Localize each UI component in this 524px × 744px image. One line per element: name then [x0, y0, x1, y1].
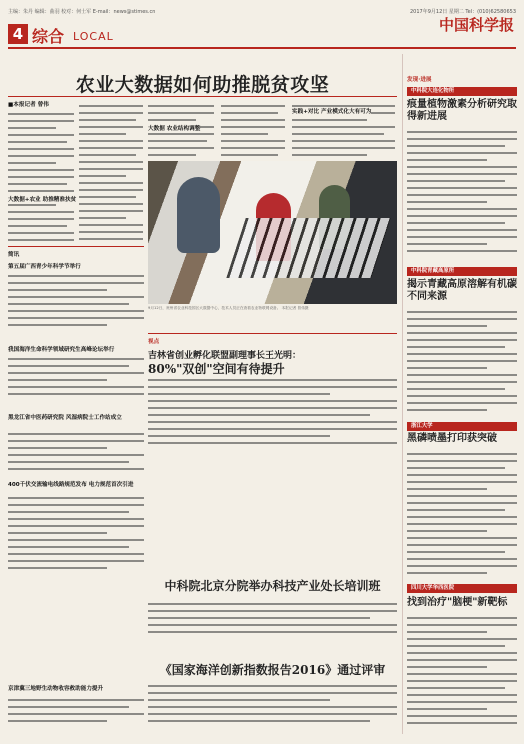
right-text-3	[407, 448, 517, 580]
brief-item-title-1: 第五届广西青少年科学节举行	[8, 264, 81, 270]
right-bar-2: 中科院青藏高原所	[407, 267, 517, 276]
brief-text-1	[8, 270, 144, 330]
right-bar-1: 中科院大连化物所	[407, 87, 517, 96]
section-english: LOCAL	[73, 30, 114, 43]
section-title: 综合	[32, 27, 65, 46]
focus-top-rule	[148, 333, 397, 334]
right-bar-4: 四川大学华西医院	[407, 584, 517, 593]
bottom-headline: 《国家海洋创新指数报告2016》通过评审	[159, 663, 386, 677]
top-meta-right: 2017年9月12日 星期二 Tel：(010)62580653	[409, 9, 516, 15]
subhead-1: 大数据+农业 助推精准扶贫	[8, 197, 77, 203]
middle-headline: 中科院北京分院举办科技产业处长培训班	[164, 579, 381, 593]
right-story-title-2: 揭示青藏高原溶解有机碳不同来源	[407, 279, 517, 302]
brief-label: 简讯	[8, 252, 20, 258]
right-bar-3: 浙江大学	[407, 422, 517, 431]
subhead-3: 实践+对比 产业模式化大有可为	[292, 109, 372, 115]
brief-item-title-4: 400千伏交流输电线路规范发布 电力规范首次引进	[8, 482, 134, 488]
caption-credit: 本报记者 曾伟摄	[281, 306, 309, 310]
headline-divider	[8, 96, 397, 97]
article-column-4	[221, 100, 285, 160]
lead-photo	[148, 161, 397, 304]
photo-caption	[148, 306, 397, 311]
right-text-1	[407, 126, 517, 252]
right-story-title-4: 找到治疗"脑梗"新靶标	[407, 597, 508, 608]
brief-item-title-2: 我国海洋生命科学领域研究生高峰论坛举行	[8, 347, 115, 353]
brief-text-2	[8, 353, 144, 401]
subhead-2: 大数据 农业结构调整	[148, 126, 201, 132]
focus-text	[148, 374, 397, 450]
focus-title: 80%"双创"空间有待提升	[148, 362, 285, 376]
middle-text	[148, 598, 397, 642]
caption-text: 9月12日，贵州省农业科技园区大数据中心，技术人员正在查看农业物联网设备。	[148, 306, 281, 310]
main-headline: 农业大数据如何助推脱贫攻坚	[75, 74, 330, 96]
newspaper-logo: 中国科学报	[438, 16, 514, 34]
right-column-divider	[402, 54, 403, 734]
bottom-text	[148, 680, 397, 734]
main-byline: ■本报记者 曾伟	[8, 102, 49, 108]
brief-item-title-3: 黑龙江省中医药研究院 风湿病院士工作站成立	[8, 415, 122, 421]
focus-label: 视点	[148, 339, 160, 345]
right-category: 发现·进展	[407, 77, 432, 83]
brief-text-4	[8, 492, 144, 582]
right-story-title-1: 痕量植物激素分析研究取得新进展	[407, 99, 517, 122]
top-meta-left: 主编：朱丹 编辑：曲羽 校对：何士军 E-mail：news@stimes.cn	[8, 9, 156, 15]
brief-top-rule	[8, 246, 144, 247]
header-divider	[8, 47, 516, 49]
brief-item-title-5: 京津冀三地野生动物收容救助能力提升	[8, 686, 104, 692]
right-story-title-3: 黑磷喷墨打印获突破	[407, 433, 497, 444]
right-text-2	[407, 306, 517, 420]
right-text-4	[407, 612, 517, 734]
article-column-2	[79, 100, 143, 240]
article-column-1	[8, 108, 77, 244]
section-number: 4	[8, 24, 28, 44]
brief-text-3	[8, 428, 144, 476]
brief-text-5	[8, 694, 144, 734]
focus-intro: 吉林省创业孵化联盟副理事长王光明：	[148, 351, 302, 361]
